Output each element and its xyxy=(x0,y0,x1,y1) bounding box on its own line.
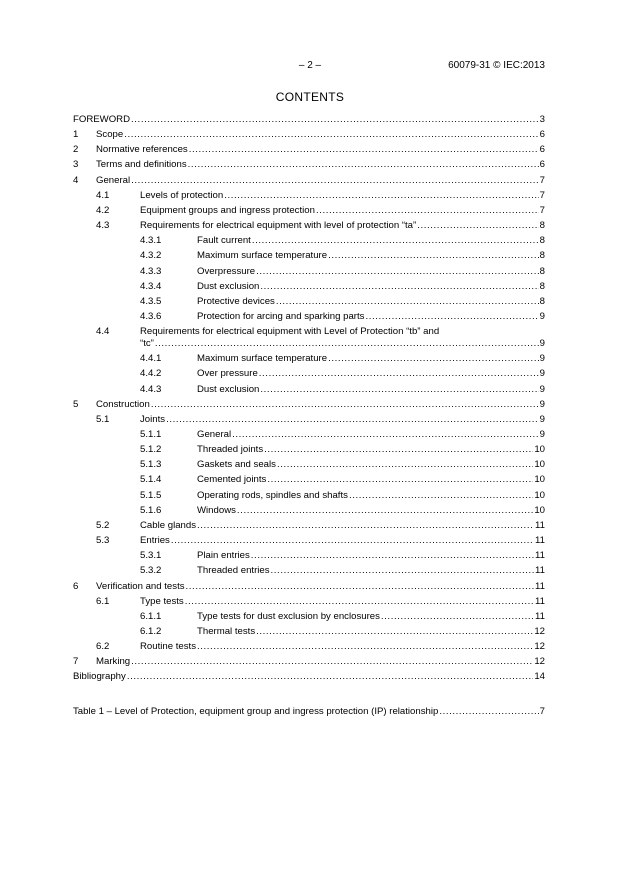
dot-leader xyxy=(256,265,539,279)
dot-leader xyxy=(171,534,534,548)
toc-page-number: 9 xyxy=(539,310,545,322)
toc-entry[interactable] xyxy=(73,670,545,684)
dot-leader xyxy=(131,113,539,127)
toc-entry-title: Protection for arcing and sparking parts xyxy=(197,310,365,322)
toc-entry-number: 5.1.6 xyxy=(140,504,162,516)
toc-page-number: 9 xyxy=(539,398,545,410)
toc-entry-title: Bibliography xyxy=(73,671,126,683)
toc-entry[interactable] xyxy=(73,174,545,188)
toc-entry[interactable] xyxy=(73,367,545,381)
toc-entry-title: Terms and definitions xyxy=(96,159,187,171)
toc-page-number: 9 xyxy=(539,353,545,365)
toc-entry-title-line: Requirements for electrical equipment with Level of Protection “tb” and xyxy=(140,326,440,338)
toc-page-number: 8 xyxy=(539,235,545,247)
toc-page-number: 9 xyxy=(539,383,545,395)
toc-entry[interactable] xyxy=(73,249,545,263)
toc-entry-title: Gaskets and seals xyxy=(197,459,276,471)
toc-entry[interactable] xyxy=(73,280,545,294)
toc-page-number: 12 xyxy=(534,641,545,653)
toc-entry[interactable] xyxy=(73,610,545,624)
toc-page-number: 11 xyxy=(535,519,545,531)
toc-entry-title: Construction xyxy=(96,398,150,410)
dot-leader xyxy=(251,549,534,563)
toc-entry-title: Plain entries xyxy=(197,550,250,562)
toc-page-number: 8 xyxy=(539,280,545,292)
dot-leader xyxy=(188,158,539,172)
dot-leader xyxy=(316,204,539,218)
dot-leader xyxy=(189,143,539,157)
toc-entry[interactable] xyxy=(73,413,545,427)
toc-entry-title: Protective devices xyxy=(197,295,275,307)
toc-page-number: 7 xyxy=(539,705,545,717)
toc-entry-number: 5.1.2 xyxy=(140,444,162,456)
toc-entry-number: 4.3 xyxy=(96,220,110,232)
toc-entry-number: 4.3.4 xyxy=(140,280,162,292)
toc-entry[interactable] xyxy=(73,158,545,172)
dot-leader xyxy=(381,610,534,624)
toc-entry[interactable] xyxy=(73,458,545,472)
toc-page-number: 9 xyxy=(539,368,545,380)
toc-page-number: 10 xyxy=(534,459,545,471)
toc-entry-number: 4.3.5 xyxy=(140,295,162,307)
toc-entry-number: 4.4 xyxy=(96,326,110,338)
toc-page-number: 7 xyxy=(539,189,545,201)
toc-entry[interactable] xyxy=(73,398,545,412)
toc-entry-number: 5.1.4 xyxy=(140,474,162,486)
toc-entry[interactable] xyxy=(73,534,545,548)
toc-entry-title: Verification and tests xyxy=(96,580,185,592)
toc-entry[interactable] xyxy=(73,113,545,127)
toc-entry-number: 6.1.2 xyxy=(140,625,162,637)
toc-entry-title: Entries xyxy=(140,535,170,547)
toc-page-number: 9 xyxy=(539,429,545,440)
toc-entry-number: 7 xyxy=(73,656,79,668)
toc-entry[interactable] xyxy=(73,219,545,233)
toc-entry-title: Dust exclusion xyxy=(197,280,260,292)
toc-entry[interactable] xyxy=(73,383,545,397)
toc-entry-title: Routine tests xyxy=(140,641,196,653)
toc-page-number: 9 xyxy=(539,413,545,425)
toc-page-number: 12 xyxy=(534,625,545,637)
toc-page-number: 10 xyxy=(534,504,545,516)
toc-entry[interactable] xyxy=(73,473,545,487)
dot-leader xyxy=(131,174,539,188)
dot-leader xyxy=(224,189,538,203)
toc-entry-number: 6 xyxy=(73,580,79,592)
toc-entry[interactable] xyxy=(73,295,545,309)
toc-entry-number: 5.3 xyxy=(96,535,110,547)
dot-leader xyxy=(185,595,534,609)
toc-page-number: 7 xyxy=(539,174,545,186)
toc-page-number: 9 xyxy=(539,337,545,349)
toc-entry-number: 4.4.1 xyxy=(140,353,162,365)
toc-entry-title: “tc” xyxy=(140,337,154,349)
toc-entry[interactable] xyxy=(73,519,545,533)
toc-entry-number: 4.3.2 xyxy=(140,250,162,262)
toc-page-number: 11 xyxy=(535,580,545,592)
toc-entry-number: 5.1.5 xyxy=(140,489,162,501)
dot-leader xyxy=(277,458,533,472)
toc-entry-number: 5.3.2 xyxy=(140,565,162,577)
toc-entry[interactable] xyxy=(73,549,545,563)
toc-page-number: 6 xyxy=(539,129,545,141)
toc-entry[interactable] xyxy=(73,143,545,157)
toc-entry-title: Type tests xyxy=(140,595,184,607)
dot-leader xyxy=(328,249,539,263)
toc-entry[interactable] xyxy=(73,352,545,366)
dot-leader xyxy=(267,473,533,487)
toc-page-number: 6 xyxy=(539,159,545,171)
dot-leader xyxy=(276,295,539,309)
toc-entry[interactable] xyxy=(73,428,545,442)
page-number: – 2 – xyxy=(298,60,322,71)
toc-page-number: 10 xyxy=(534,489,545,501)
toc-entry-number: 4.4.3 xyxy=(140,383,162,395)
toc-page-number: 14 xyxy=(534,671,545,683)
toc-entry-number: 4 xyxy=(73,174,79,186)
toc-page-number: 11 xyxy=(535,550,545,562)
toc-page-number: 10 xyxy=(534,444,545,456)
dot-leader xyxy=(264,443,533,457)
dot-leader xyxy=(131,655,533,669)
toc-entry-number: 3 xyxy=(73,159,79,171)
toc-entry-number: 5.2 xyxy=(96,519,110,531)
dot-leader xyxy=(417,219,538,233)
toc-entry-number: 4.2 xyxy=(96,204,110,216)
toc-entry-number: 6.1 xyxy=(96,595,110,607)
toc-entry[interactable] xyxy=(73,580,545,594)
dot-leader xyxy=(256,625,533,639)
toc-entry-title: Requirements for electrical equipment with level of protection “ta” xyxy=(140,220,417,232)
toc-page-number: 11 xyxy=(535,610,545,622)
toc-entry-title: Cemented joints xyxy=(197,474,267,486)
toc-entry-title: Equipment groups and ingress protection xyxy=(140,204,315,216)
toc-entry[interactable] xyxy=(73,443,545,457)
toc-entry[interactable] xyxy=(73,625,545,639)
dot-leader xyxy=(186,580,535,594)
toc-entry-title: Maximum surface temperature xyxy=(197,250,328,262)
toc-entry-title: Scope xyxy=(96,129,124,141)
dot-leader xyxy=(328,352,539,366)
toc-entry[interactable] xyxy=(73,310,545,324)
toc-entry-number: 4.3.3 xyxy=(140,265,162,277)
toc-page-number: 8 xyxy=(539,295,545,307)
dot-leader xyxy=(349,489,533,503)
toc-entry-number: 4.1 xyxy=(96,189,110,201)
toc-page-number: 11 xyxy=(535,535,545,547)
toc-entry-title: Table 1 – Level of Protection, equipment group and ingress protection (IP) relationship xyxy=(73,705,439,717)
dot-leader xyxy=(260,280,538,294)
document-reference: 60079-31 © IEC:2013 xyxy=(448,60,545,71)
toc-entry-number: 5.1.3 xyxy=(140,459,162,471)
toc-entry-title: Thermal tests xyxy=(197,625,256,637)
toc-entry-number: 1 xyxy=(73,129,79,141)
table-list-entry[interactable] xyxy=(73,705,545,719)
toc-entry[interactable] xyxy=(73,640,545,654)
toc-entry-title: General xyxy=(197,429,232,440)
dot-leader xyxy=(259,367,539,381)
toc-entry[interactable] xyxy=(73,204,545,218)
toc-entry[interactable] xyxy=(73,564,545,578)
dot-leader xyxy=(151,398,539,412)
toc-entry-title: Normative references xyxy=(96,144,188,156)
toc-page-number: 11 xyxy=(535,595,545,607)
toc-entry[interactable] xyxy=(73,504,545,518)
toc-entry-title: Threaded joints xyxy=(197,444,264,456)
dot-leader xyxy=(166,413,539,427)
dot-leader xyxy=(127,670,534,684)
dot-leader xyxy=(124,128,538,142)
toc-page-number: 8 xyxy=(539,265,545,277)
toc-entry-number: 6.2 xyxy=(96,641,110,653)
toc-entry[interactable] xyxy=(73,655,545,669)
dot-leader xyxy=(260,383,538,397)
toc-entry-title: Threaded entries xyxy=(197,565,270,577)
toc-entry-title: Levels of protection xyxy=(140,189,224,201)
toc-entry-title: FOREWORD xyxy=(73,114,131,125)
toc-entry-number: 5.1.1 xyxy=(140,429,162,440)
dot-leader xyxy=(237,504,533,518)
dot-leader xyxy=(197,640,533,654)
toc-entry[interactable] xyxy=(73,265,545,279)
toc-entry-title: Operating rods, spindles and shafts xyxy=(197,489,348,501)
toc-entry-title: Overpressure xyxy=(197,265,256,277)
dot-leader xyxy=(197,519,534,533)
toc-entry-number: 4.4.2 xyxy=(140,368,162,380)
toc-entry[interactable] xyxy=(73,489,545,503)
toc-entry-number: 4.3.6 xyxy=(140,310,162,322)
toc-entry-title: Over pressure xyxy=(197,368,258,380)
toc-entry-number: 4.3.1 xyxy=(140,235,162,247)
toc-page-number: 7 xyxy=(539,204,545,216)
dot-leader xyxy=(232,428,539,442)
toc-entry[interactable] xyxy=(73,595,545,609)
toc-entry-title: General xyxy=(96,174,131,186)
toc-entry-number: 5.1 xyxy=(96,413,110,425)
toc-entry-number: 6.1.1 xyxy=(140,610,162,622)
toc-page-number: 12 xyxy=(534,656,545,668)
toc-entry-title: Cable glands xyxy=(140,519,197,531)
contents-title: CONTENTS xyxy=(275,90,345,104)
toc-entry-title: Maximum surface temperature xyxy=(197,353,328,365)
toc-entry[interactable] xyxy=(73,234,545,248)
toc-entry-title: Joints xyxy=(140,413,166,425)
toc-entry-title: Fault current xyxy=(197,235,251,247)
toc-page-number: 8 xyxy=(539,250,545,262)
toc-entry-title: Type tests for dust exclusion by enclosures xyxy=(197,610,380,622)
toc-page-number: 10 xyxy=(534,474,545,486)
toc-entry-number: 5 xyxy=(73,398,79,410)
toc-entry-number: 2 xyxy=(73,144,79,156)
toc-entry-continuation[interactable] xyxy=(73,337,545,351)
toc-entry-number: 5.3.1 xyxy=(140,550,162,562)
toc-entry-title: Marking xyxy=(96,656,131,668)
toc-page-number: 8 xyxy=(539,220,545,232)
toc-entry-title: Dust exclusion xyxy=(197,383,260,395)
toc-page-number: 11 xyxy=(535,565,545,577)
toc-page-number: 3 xyxy=(539,114,545,125)
dot-leader xyxy=(439,705,538,719)
dot-leader xyxy=(155,337,539,351)
toc-entry-title: Windows xyxy=(197,504,236,516)
toc-entry[interactable] xyxy=(73,128,545,142)
toc-page-number: 6 xyxy=(539,144,545,156)
toc-entry[interactable] xyxy=(73,189,545,203)
dot-leader xyxy=(252,234,539,248)
dot-leader xyxy=(271,564,535,578)
dot-leader xyxy=(365,310,538,324)
